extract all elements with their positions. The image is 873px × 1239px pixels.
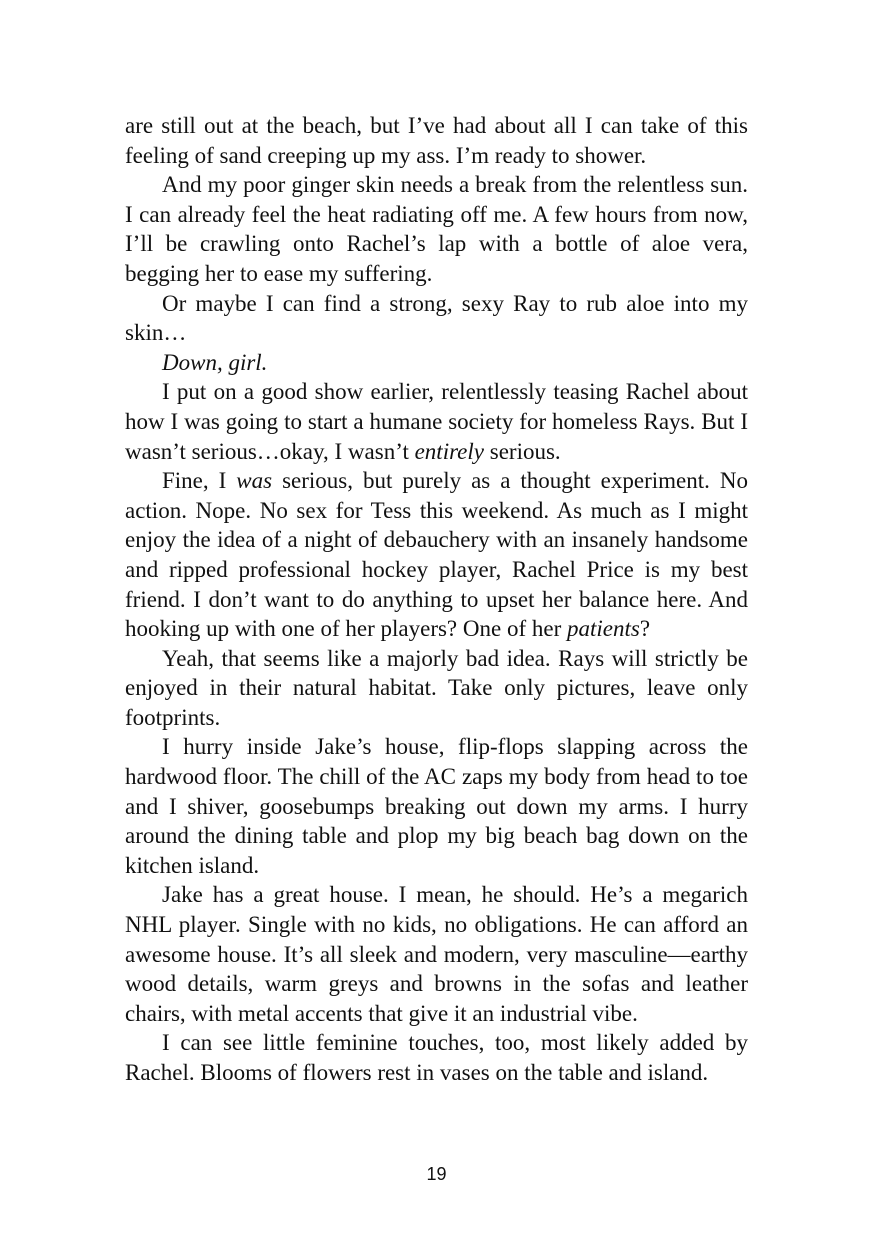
body-text [125, 111, 748, 1088]
paragraph [125, 377, 748, 466]
paragraph-text: And my poor ginger skin needs a break from the relentless sun. I can already feel the heat radiating off me. A few hours from now, I’ll be crawling onto Rachel’s lap with a bottle of aloe vera, begging her to ease my suffering. [125, 172, 748, 286]
italic-text: was [236, 468, 273, 494]
paragraph [125, 170, 748, 288]
paragraph-text: I put on a good show earlier, relentlessly teasing Rachel about how I was going to start a humane society for homeless Rays. But I wasn’t serious…okay, I wasn’t [125, 379, 748, 464]
paragraph-text: Jake has a great house. I mean, he should. He’s a megarich NHL player. Single with no kids, no obligations. He can afford an awesome house. It’s all sleek and modern, very masculine—earthy wood details, warm greys and browns in the sofas and leather chairs, with metal accents that give it an industrial vibe. [125, 882, 748, 1026]
paragraph-text: serious, but purely as a thought experiment. No action. Nope. No sex for Tess this weekend. As much as I might enjoy the idea of a night of debauchery with an insanely handsome and ripped professional hockey player, Rachel Price is my best friend. I don’t want to do anything to upset her balance here. And hooking up with one of her players? One of her [125, 468, 748, 642]
italic-text: patients [567, 616, 640, 642]
paragraph-text: ? [639, 616, 651, 642]
paragraph [125, 348, 748, 378]
paragraph [125, 466, 748, 644]
italic-text: entirely [414, 438, 484, 464]
paragraph-text: serious. [484, 438, 561, 464]
paragraph [125, 732, 748, 880]
paragraph-text: Or maybe I can find a strong, sexy Ray to rub aloe into my skin… [125, 290, 748, 346]
italic-text: Down, girl. [162, 349, 268, 375]
paragraph-text: I hurry inside Jake’s house, flip-flops slapping across the hardwood floor. The chill of the AC zaps my body from head to toe and I shiver, goosebumps breaking out down my arms. I hurry around the dining table and plop my big beach bag down on the kitchen island. [125, 734, 748, 878]
paragraph-text: Fine, I [162, 468, 237, 494]
paragraph-text: Yeah, that seems like a majorly bad idea. Rays will strictly be enjoyed in their natural habitat. Take only pictures, leave only footprints. [125, 645, 748, 730]
paragraph [125, 111, 748, 170]
paragraph [125, 289, 748, 348]
paragraph [125, 1028, 748, 1087]
page-number: 19 [426, 1164, 447, 1184]
paragraph [125, 880, 748, 1028]
paragraph-text: I can see little feminine touches, too, most likely added by Rachel. Blooms of flowers rest in vases on the table and island. [125, 1030, 748, 1085]
paragraph-text: are still out at the beach, but I’ve had about all I can take of this feeling of sand creeping up my ass. I’m ready to shower. [125, 113, 748, 168]
paragraph [125, 644, 748, 733]
